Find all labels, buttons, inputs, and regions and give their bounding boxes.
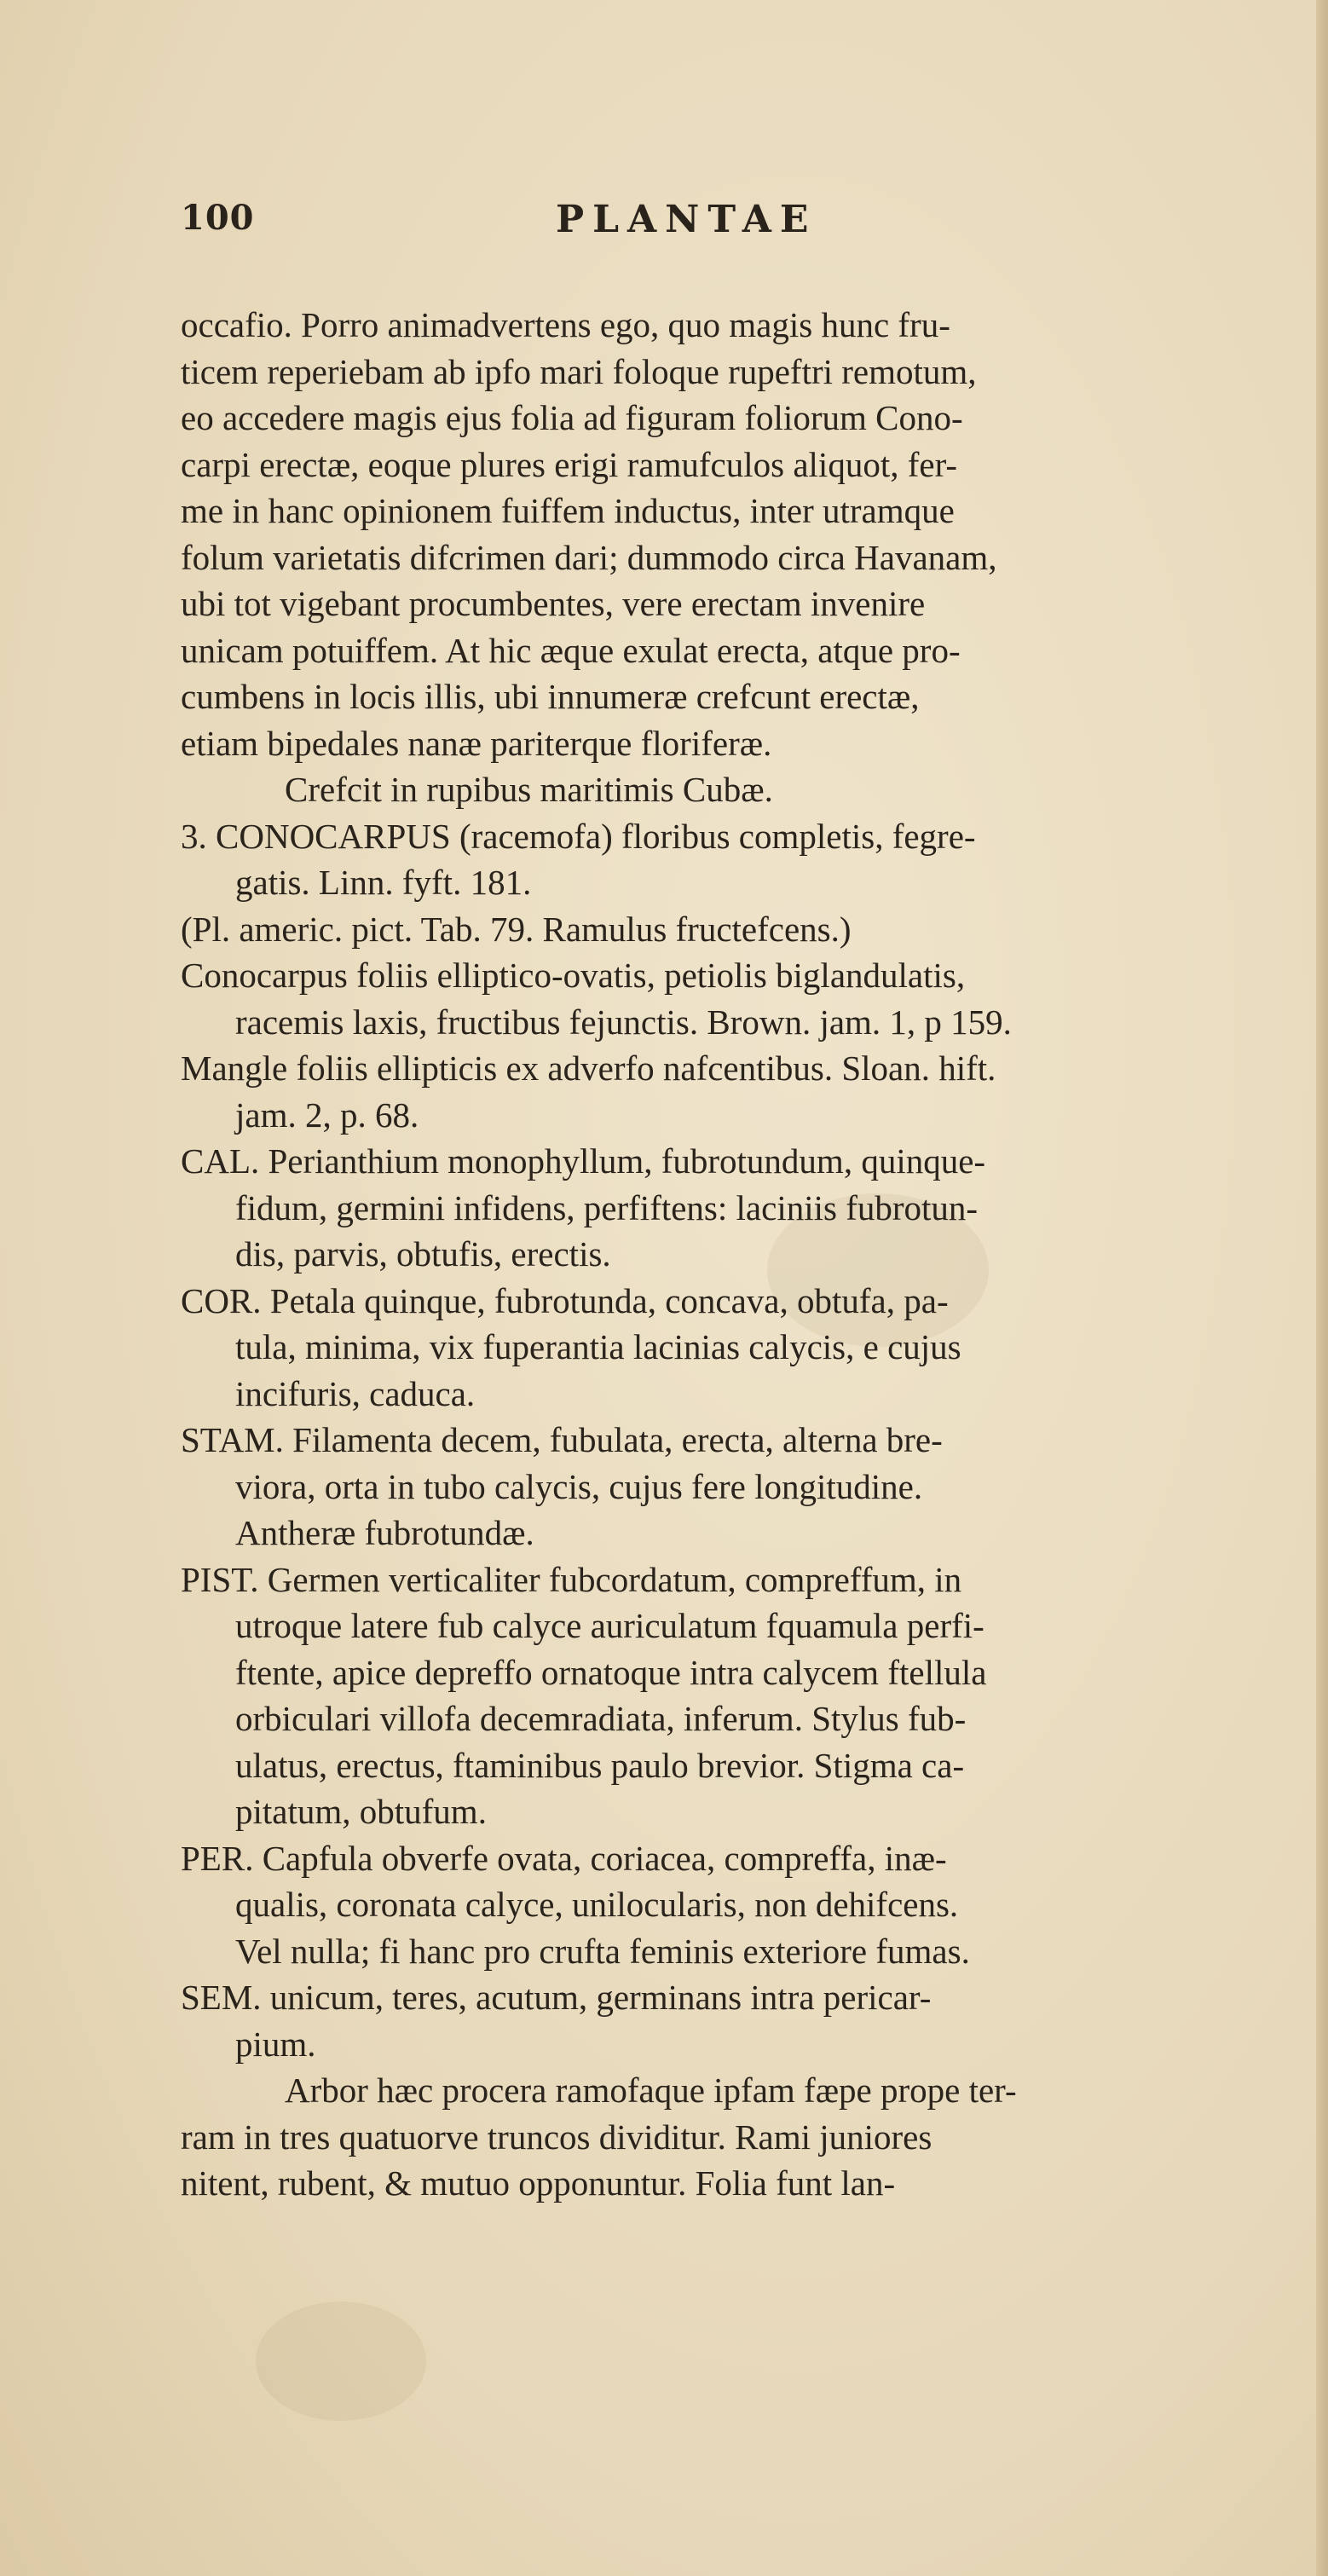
text-line: COR. Petala quinque, fubrotunda, concava, obtufa, pa- <box>181 1280 949 1320</box>
text-line: etiam bipedales nanæ pariterque floriferæ. <box>181 723 772 763</box>
text-line: unicam potuiffem. At hic æque exulat erecta, atque pro- <box>181 630 961 670</box>
page-edge <box>1316 0 1328 2576</box>
text-line: eo accedere magis ejus folia ad figuram foliorum Cono- <box>181 398 963 437</box>
text-line: Conocarpus foliis elliptico-ovatis, petiolis biglandulatis, <box>181 956 966 995</box>
text-line: incifuris, caduca. <box>235 1373 476 1413</box>
text-line: carpi erectæ, eoque plures erigi ramufculos aliquot, fer- <box>181 444 958 484</box>
running-head: PLANTAE <box>556 198 817 241</box>
text-line: qualis, coronata calyce, unilocularis, non dehifcens. <box>235 1885 959 1924</box>
text-line: viora, orta in tubo calycis, cujus fere longitudine. <box>235 1466 923 1506</box>
text-line: ulatus, erectus, ftaminibus paulo brevior. Stigma ca- <box>235 1745 965 1785</box>
text-line: tula, minima, vix fuperantia lacinias calycis, e cujus <box>235 1327 961 1366</box>
text-line: gatis. Linn. fyft. 181. <box>235 863 532 902</box>
text-line: dis, parvis, obtufis, erectis. <box>235 1234 611 1274</box>
text-line: pium. <box>235 2024 316 2064</box>
page-number: 100 <box>181 198 255 238</box>
text-line: SEM. unicum, teres, acutum, germinans intra pericar- <box>181 1978 932 2017</box>
page-header <box>181 198 1314 249</box>
text-line: Mangle foliis ellipticis ex adverfo nafcentibus. Sloan. hift. <box>181 1048 996 1088</box>
body-text <box>181 302 1314 2207</box>
text-line: PIST. Germen verticaliter fubcordatum, compreffum, in <box>181 1559 962 1599</box>
text-line: Antheræ fubrotundæ. <box>235 1513 534 1552</box>
text-line: ram in tres quatuorve truncos dividitur. Rami juniores <box>181 2117 932 2157</box>
text-line: nitent, rubent, & mutuo opponuntur. Folia funt lan- <box>181 2163 896 2203</box>
text-line: utroque latere fub calyce auriculatum fquamula perfi- <box>235 1606 984 1645</box>
text-line: 3. CONOCARPUS (racemofa) floribus completis, fegre- <box>181 816 976 856</box>
text-line: Vel nulla; fi hanc pro crufta feminis exteriore fumas. <box>235 1931 970 1971</box>
text-line: STAM. Filamenta decem, fubulata, erecta, alterna bre- <box>181 1420 943 1459</box>
text-line: (Pl. americ. pict. Tab. 79. Ramulus fructefcens.) <box>181 909 852 949</box>
text-line: racemis laxis, fructibus fejunctis. Brown. jam. 1, p 159. <box>235 1002 1012 1042</box>
text-line: Crefcit in rupibus maritimis Cubæ. <box>285 770 773 809</box>
text-line: CAL. Perianthium monophyllum, fubrotundum, quinque- <box>181 1141 986 1181</box>
text-line: fidum, germini infidens, perfiftens: laciniis fubrotun- <box>235 1187 979 1227</box>
text-line: ticem reperiebam ab ipfo mari foloque rupeftri remotum, <box>181 351 977 391</box>
text-line: folum varietatis difcrimen dari; dummodo circa Havanam, <box>181 537 997 577</box>
text-line: pitatum, obtufum. <box>235 1792 487 1831</box>
text-line: ftente, apice depreffo ornatoque intra calycem ftellula <box>235 1652 987 1692</box>
text-line: ubi tot vigebant procumbentes, vere erectam invenire <box>181 584 926 623</box>
text-line: me in hanc opinionem fuiffem inductus, inter utramque <box>181 491 955 530</box>
text-line: orbiculari villofa decemradiata, inferum. Stylus fub- <box>235 1699 967 1738</box>
text-line: cumbens in locis illis, ubi innumeræ crefcunt erectæ, <box>181 677 920 716</box>
text-line: Arbor hæc procera ramofaque ipfam fæpe prope ter- <box>285 2071 1017 2110</box>
text-line: jam. 2, p. 68. <box>235 1095 419 1135</box>
text-line: PER. Capfula obverfe ovata, coriacea, compreffa, inæ- <box>181 1838 947 1878</box>
paper-stain <box>256 2302 426 2421</box>
text-line: occafio. Porro animadvertens ego, quo magis hunc fru- <box>181 305 950 344</box>
